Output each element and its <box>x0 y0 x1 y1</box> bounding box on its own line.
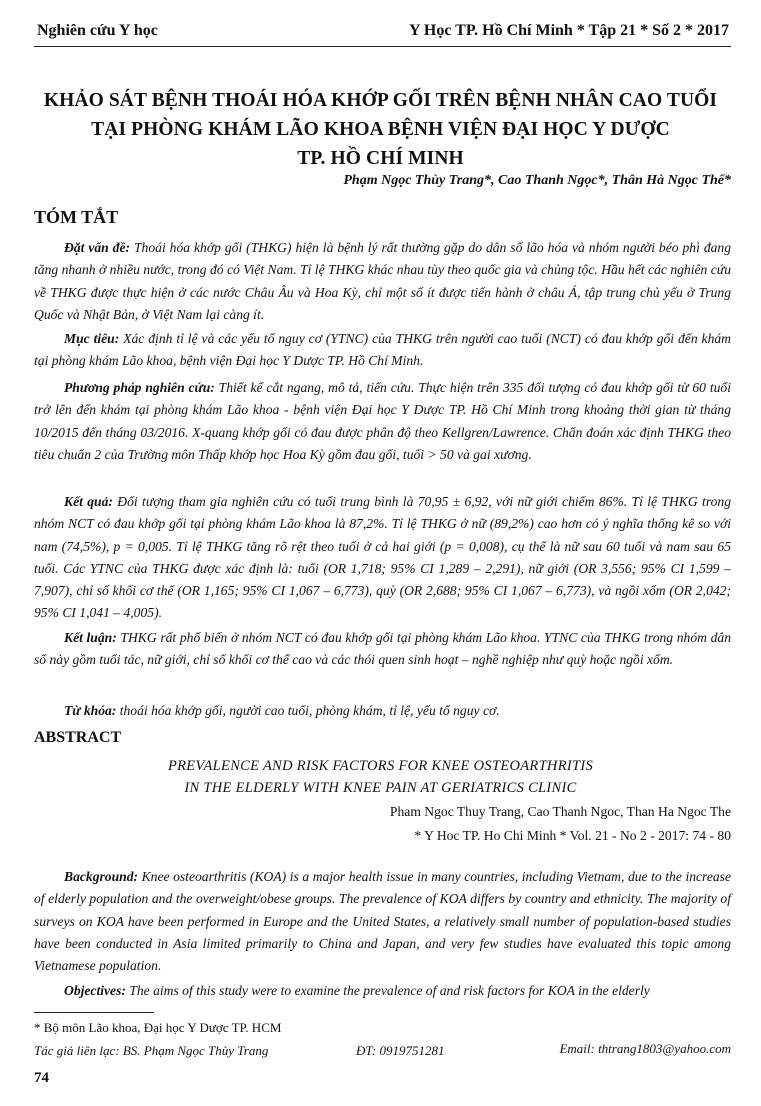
lead-dat-van-de: Đặt vấn đề: <box>64 240 131 255</box>
footnote-contact: Tác giả liên lạc: BS. Phạm Ngọc Thùy Trang <box>34 1043 269 1058</box>
header-rule <box>34 46 731 47</box>
para-muc-tieu <box>34 328 731 373</box>
author-list: Phạm Ngọc Thùy Trang*, Cao Thanh Ngọc*, Thân Hà Ngọc Thể* <box>343 173 731 188</box>
footnote-rule <box>34 1012 154 1013</box>
text-objectives: The aims of this study were to examine the prevalence of and risk factors for KOA in the elderly <box>125 983 650 998</box>
english-title <box>30 755 731 799</box>
title-line-1: KHẢO SÁT BỆNH THOÁI HÓA KHỚP GỐI TRÊN BỆNH NHÂN CAO TUỔI <box>43 90 718 111</box>
running-header-section: Nghiên cứu Y học <box>37 22 158 39</box>
text-muc-tieu: Xác định tỉ lệ và các yếu tố nguy cơ (YTNC) của THKG trên người cao tuổi (NCT) có đau khớp gối đến khám tại phòng khám Lão khoa, bệnh viện Đại học Y Dược TP. Hồ Chí Minh. <box>34 331 731 369</box>
footnote-affiliation: * Bộ môn Lão khoa, Đại học Y Dược TP. HCM <box>34 1020 282 1035</box>
summary-heading: TÓM TẮT <box>34 207 119 227</box>
para-phuong-phap <box>34 377 731 466</box>
text-phuong-phap: Thiết kế cắt ngang, mô tả, tiến cứu. Thực hiện trên 335 đối tượng có đau khớp gối từ 60 tuổi trở lên đến khám tại phòng khám Lão khoa - bệnh viện Đại học Y Dược TP. Hồ Chí Minh trong khoảng thời gian từ tháng 10/2015 đến tháng 03/2016. X-quang khớp gối có đau được phân độ theo Kellgren/Lawrence. Chẩn đoán xác định THKG theo tiêu chuẩn 2 của Trường môn Thấp khớp học Hoa Kỳ gồm đau gối, tuổi > 50 và gai xương. <box>34 380 732 462</box>
lead-phuong-phap: Phương pháp nghiên cứu: <box>64 380 215 395</box>
footnote-phone: ĐT: 0919751281 <box>356 1043 445 1058</box>
title-line-2: TẠI PHÒNG KHÁM LÃO KHOA BỆNH VIỆN ĐẠI HỌC Y DƯỢC <box>91 119 670 140</box>
para-tu-khoa <box>34 700 731 722</box>
footnote-email: Email: thtrang1803@yahoo.com <box>559 1041 731 1056</box>
text-ket-luan: THKG rất phổ biến ở nhóm NCT có đau khớp gối tại phòng khám Lão khoa. YTNC của THKG trong nhóm dân số này gồm tuổi tác, nữ giới, chỉ số khối cơ thể cao và các thói quen sinh hoạt – nghề nghiệp như quỳ hoặc ngồi xổm. <box>34 630 731 668</box>
lead-muc-tieu: Mục tiêu: <box>64 331 120 346</box>
article-title <box>30 86 731 173</box>
running-header-journal: Y Học TP. Hồ Chí Minh * Tập 21 * Số 2 * 2017 <box>408 22 729 39</box>
text-ket-qua: Đối tượng tham gia nghiên cứu có tuổi trung bình là 70,95 ± 6,92, với nữ giới chiếm 86%. Tỉ lệ THKG trong nhóm NCT có đau khớp gối tại phòng khám Lão khoa là 87,2%. Tỉ lệ THKG ở nữ (89,2%) cao hơn có ý nghĩa thống kê so với nam (74,5%), p = 0,005. Tỉ lệ THKG tăng rõ rệt theo tuổi ở cả hai giới (p = 0,008), cụ thể là nữ sau 60 tuổi và nam sau 65 tuổi. Các YTNC của THKG được xác định là: tuổi (OR 1,718; 95% CI 1,289 – 2,291), nữ giới (OR 3,556; 95% CI 1,599 – 7,907), chỉ số khối cơ thể (OR 1,165; 95% CI 1,067 – 6,773), quỳ (OR 2,688; 95% CI 1,067 – 6,773), và ngồi xổm (OR 2,042; 95% CI 1,041 – 4,005). <box>34 494 731 621</box>
para-ket-luan <box>34 627 731 672</box>
para-objectives <box>34 980 731 1002</box>
lead-objectives: Objectives: <box>64 983 126 998</box>
english-authors: Pham Ngoc Thuy Trang, Cao Thanh Ngoc, Than Ha Ngoc The <box>389 804 731 819</box>
citation: * Y Hoc TP. Ho Chi Minh * Vol. 21 - No 2 - 2017: 74 - 80 <box>414 828 731 843</box>
english-title-line-2: IN THE ELDERLY WITH KNEE PAIN AT GERIATRICS CLINIC <box>184 780 577 796</box>
abstract-heading: ABSTRACT <box>34 729 122 746</box>
lead-tu-khoa: Từ khóa: <box>64 703 117 718</box>
english-title-line-1: PREVALENCE AND RISK FACTORS FOR KNEE OSTEOARTHRITIS <box>167 758 594 774</box>
lead-ket-qua: Kết quả: <box>64 494 113 509</box>
text-tu-khoa: thoái hóa khớp gối, người cao tuổi, phòng khám, tỉ lệ, yếu tố nguy cơ. <box>116 703 500 718</box>
text-dat-van-de: Thoái hóa khớp gối (THKG) hiện là bệnh lý rất thường gặp do dân số lão hóa và nhóm người béo phì đang tăng nhanh ở nhiều nước, trong đó có Việt Nam. Tỉ lệ THKG khác nhau tùy theo quốc gia và chủng tộc. Hầu hết các nghiên cứu về THKG được thực hiện ở các nước Châu Âu và Hoa Kỳ, chỉ một số ít được tiến hành ở châu Á, tập trung chủ yếu ở Trung Quốc và Nhật Bản, ở Việt Nam lại càng ít. <box>34 240 732 322</box>
page-number: 74 <box>34 1070 49 1086</box>
lead-background: Background: <box>64 869 139 884</box>
lead-ket-luan: Kết luận: <box>64 630 117 645</box>
text-background: Knee osteoarthritis (KOA) is a major health issue in many countries, including Vietnam, due to the increase of elderly population and the overweight/obese groups. The prevalence of KOA differs by country and ethnicity. The majority of surveys on KOA have been performed in Europe and the United States, a relatively small number of population-based studies have been conducted in Asia limited primarily to China and Japan, and very few studies have evaluated this topic among Vietnamese population. <box>34 869 731 974</box>
para-ket-qua <box>34 491 731 625</box>
para-dat-van-de <box>34 237 731 326</box>
para-background <box>34 866 731 977</box>
title-line-3: TP. HỒ CHÍ MINH <box>297 148 464 169</box>
